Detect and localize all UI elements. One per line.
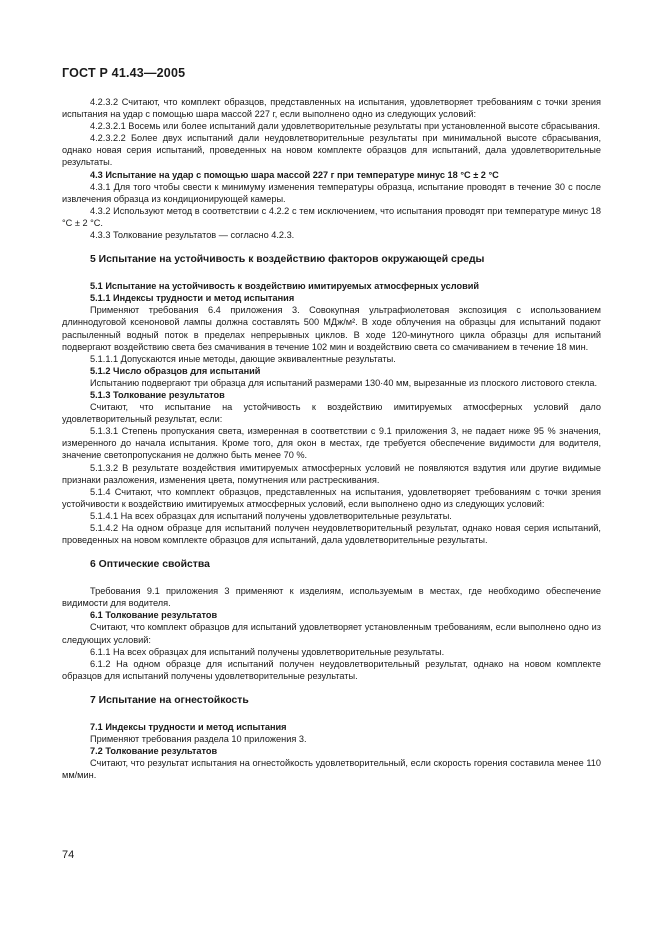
paragraph: Применяют требования раздела 10 приложения 3. <box>90 734 307 745</box>
subsection-heading: 4.3 Испытание на удар с помощью шара массой 227 г при температуре минус 18 °С ± 2 °С <box>90 169 499 180</box>
paragraph: 5.1.4.2 На одном образце для испытаний получен неудовлетворительный результат, однако новая серия испытаний, проведенных на новом комплекте образцов для испытаний, дала удовлетворительные результаты. <box>62 523 601 546</box>
paragraph: 4.3.3 Толкование результатов — согласно 4.2.3. <box>90 230 295 241</box>
subsection-heading: 7.2 Толкование результатов <box>90 746 218 757</box>
subsection-heading: 5.1 Испытание на устойчивость к воздействию имитируемых атмосферных условий <box>90 281 480 292</box>
paragraph: Считают, что испытание на устойчивость к воздействию имитируемых атмосферных условий дало удовлетворительный результат, если: <box>62 402 601 425</box>
paragraph: Испытанию подвергают три образца для испытаний размерами 130·40 мм, вырезанные из плоского листового стекла. <box>90 377 598 388</box>
paragraph: 5.1.4 Считают, что комплект образцов, представленных на испытания, удовлетворяет требованиям с точки зрения устойчивости к воздействию имитируемых атмосферных условий, если выполнено одно из следующих условий: <box>62 486 601 509</box>
document-header: ГОСТ Р 41.43—2005 <box>62 66 186 80</box>
paragraph: 5.1.3.1 Степень пропускания света, измеренная в соответствии с 9.1 приложения 3, не падает ниже 95 % значения, измеренного до начала испытания. Кроме того, для окон в местах, где требуется обеспечение видимости для водителя, значение светопропускания не должно быть менее 70 %. <box>62 426 601 461</box>
paragraph: 5.1.3.2 В результате воздействия имитируемых атмосферных условий не появляются вздутия или другие видимые признаки разложения, изменения цвета, помутнения или растрескивания. <box>62 462 601 485</box>
paragraph: 5.1.1.1 Допускаются иные методы, дающие эквивалентные результаты. <box>90 353 396 364</box>
section-heading: 7 Испытание на огнестойкость <box>90 694 249 706</box>
paragraph: Считают, что результат испытания на огнестойкость удовлетворительный, если скорость горения составила менее 110 мм/мин. <box>62 758 601 781</box>
subsection-heading: 5.1.2 Число образцов для испытаний <box>90 365 261 376</box>
paragraph: 4.2.3.2.1 Восемь или более испытаний дали удовлетворительные результаты при установленной высоте сбрасывания. <box>90 121 601 132</box>
paragraph: 6.1.1 На всех образцах для испытаний получены удовлетворительные результаты. <box>90 646 445 657</box>
section-heading: 6 Оптические свойства <box>90 559 210 571</box>
document-body <box>62 96 601 781</box>
subsection-heading: 5.1.1 Индексы трудности и метод испытания <box>90 293 295 304</box>
page-number: 74 <box>62 849 75 861</box>
paragraph: 4.2.3.2.2 Более двух испытаний дали неудовлетворительные результаты при минимальной высоте сбрасывания, однако новая серия испытаний, проведенных на новом комплекте образцов для испытаний, дала удовлетворительные результаты. <box>62 133 601 168</box>
paragraph: 6.1.2 На одном образце для испытаний получен неудовлетворительный результат, однако на новом комплекте образцов для испытаний получены удовлетворительные результаты. <box>62 658 601 681</box>
paragraph: Считают, что комплект образцов для испытаний удовлетворяет установленным требованиям, если выполнено одно из следующих условий: <box>62 622 601 645</box>
paragraph: Применяют требования 6.4 приложения 3. Совокупная ультрафиолетовая экспозиция с использованием длиннодуговой ксеноновой лампы должна составлять 500 МДж/м². В ходе облучения на образцы для испытаний подают распыленный водный поток в пределах непрерывных циклов. В ходе 120-минутного цикла образцы для испытаний подвергают воздействию света без смачивания в течение 102 мин и воздействию света со смачиванием в течение 18 мин. <box>62 305 601 352</box>
paragraph: 4.2.3.2 Считают, что комплект образцов, представленных на испытания, удовлетворяет требованиям с точки зрения испытания на удар с помощью шара массой 227 г, если выполнено одно из следующих условий: <box>62 97 601 120</box>
subsection-heading: 5.1.3 Толкование результатов <box>90 389 225 400</box>
section-heading: 5 Испытание на устойчивость к воздействию факторов окружающей среды <box>90 254 485 266</box>
paragraph: 4.3.1 Для того чтобы свести к минимуму изменения температуры образца, испытание проводят в течение 30 с после извлечения образца из кондиционирующей камеры. <box>62 181 601 204</box>
subsection-heading: 7.1 Индексы трудности и метод испытания <box>90 721 287 732</box>
paragraph: 4.3.2 Используют метод в соответствии с 4.2.2 с тем исключением, что испытания проводят при температуре минус 18 °С ± 2 °С. <box>62 205 601 228</box>
paragraph: Требования 9.1 приложения 3 применяют к изделиям, используемым в местах, где необходимо обеспечение видимости для водителя. <box>62 586 601 609</box>
subsection-heading: 6.1 Толкование результатов <box>90 610 218 621</box>
paragraph: 5.1.4.1 На всех образцах для испытаний получены удовлетворительные результаты. <box>90 510 452 521</box>
